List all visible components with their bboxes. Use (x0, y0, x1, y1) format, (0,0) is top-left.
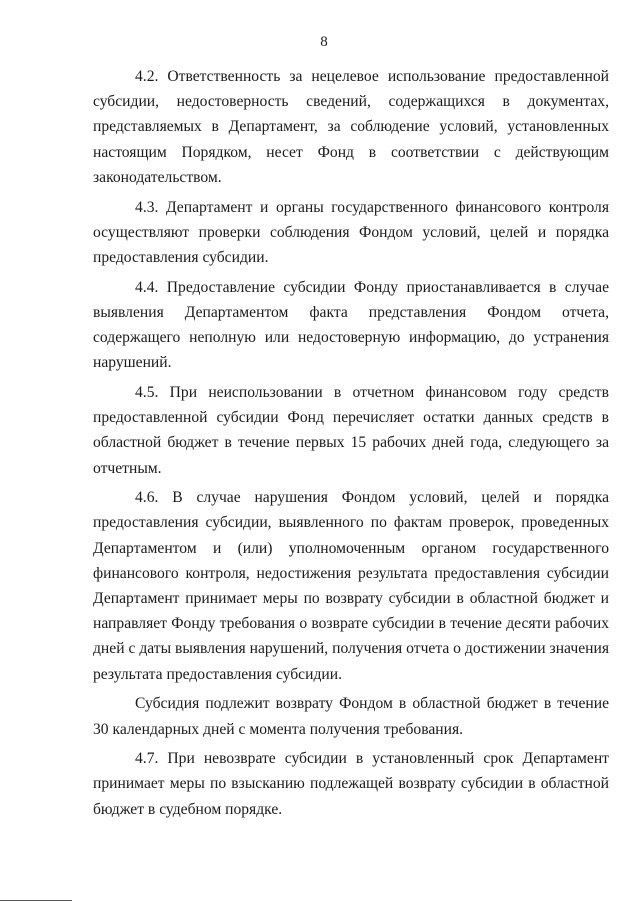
paragraph-4-2: 4.2. Ответственность за нецелевое использование предоставленной субсидии, недостоверность сведений, содержащихся в документах, представляемых в Департамент, за соблюдение условий, установленных настоящим Порядком, несет Фонд в соответствии с действующим законодательством. (93, 68, 609, 186)
paragraph-4-3: 4.3. Департамент и органы государственного финансового контроля осуществляют проверки соблюдения Фондом условий, целей и порядка предоставления субсидии. (93, 198, 609, 266)
paragraph-4-6: 4.6. В случае нарушения Фондом условий, целей и порядка предоставления субсидии, выявленного по фактам проверок, проведенных Департаментом и (или) уполномоченным органом государственного финансового контроля, недостижения результата предоставления субсидии Департамент принимает меры по возврату субсидии в областной бюджет и направляет Фонду требования о возврате субсидии в течение десяти рабочих дней с даты выявления нарушений, получения отчета о достижении значения результата предоставления субсидии. (93, 489, 609, 683)
paragraph-4-5: 4.5. При неиспользовании в отчетном финансовом году средств предоставленной субсидии Фонд перечисляет остатки данных средств в областной бюджет в течение первых 15 рабочих дней года, следующего за отчетным. (93, 383, 609, 477)
paragraph-4-6-return: Субсидия подлежит возврату Фондом в областной бюджет в течение 30 календарных дней с момента получения требования. (93, 695, 609, 738)
footer-divider (0, 900, 72, 901)
paragraph-4-7: 4.7. При невозврате субсидии в установленный срок Департамент принимает меры по взысканию подлежащей возврату субсидии в областной бюджет в судебном порядке. (93, 750, 609, 818)
page-number: 8 (320, 34, 328, 50)
document-body (93, 64, 609, 826)
paragraph-4-4: 4.4. Предоставление субсидии Фонду приостанавливается в случае выявления Департаментом факта представления Фондом отчета, содержащего неполную или недостоверную информацию, до устранения нарушений. (93, 278, 609, 372)
